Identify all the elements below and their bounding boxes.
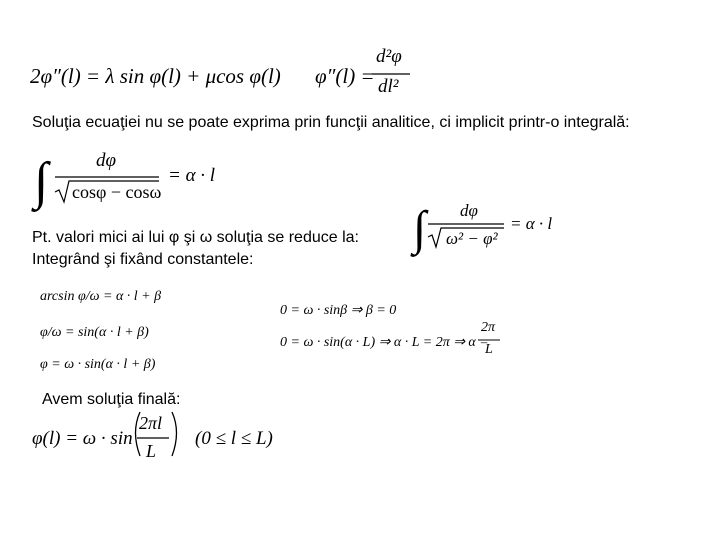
fraction-bar — [478, 339, 504, 341]
sentence-integrating: Integrând şi fixând constantele: — [32, 251, 254, 268]
sentence-final-solution: Avem soluţia finală: — [42, 391, 181, 408]
equation-second-derivative-lhs: φ″(l) = — [315, 64, 375, 88]
result-ratio: φ/ω = sin(α · l + β) — [40, 325, 149, 340]
final-numerator: 2πl — [139, 413, 163, 433]
alpha-denominator: L — [485, 342, 493, 357]
fraction-bar — [137, 437, 173, 439]
result-arcsin: arcsin φ/ω = α · l + β — [40, 289, 162, 304]
boundary-condition-end: 0 = ω · sin(α · L) ⇒ α · L = 2π ⇒ α = — [280, 335, 489, 350]
integral-denominator: cosφ − cosω — [72, 182, 162, 202]
integral-small-denominator: ω² − φ² — [446, 229, 498, 248]
boundary-condition-start: 0 = ω · sinβ ⇒ β = 0 — [280, 303, 397, 318]
integral-small-result: = α · l — [510, 214, 553, 233]
sentence-small-values: Pt. valori mici ai lui φ şi ω soluţia se reduce la: — [32, 229, 359, 246]
equation-second-derivative-numerator: d²φ — [376, 46, 402, 67]
integral-sign-icon — [34, 150, 54, 210]
integral-result: = α · l — [168, 165, 216, 186]
final-denominator: L — [146, 441, 157, 461]
svg-text:∫: ∫ — [413, 202, 427, 255]
final-range: (0 ≤ l ≤ L) — [195, 428, 273, 449]
final-solution-lhs: φ(l) = ω · sin — [32, 428, 133, 449]
fraction-bar — [372, 73, 412, 75]
result-phi: φ = ω · sin(α · l + β) — [40, 357, 156, 372]
equation-ode: 2φ″(l) = λ sin φ(l) + μcos φ(l) — [30, 64, 281, 88]
equation-second-derivative-denominator: dl² — [378, 76, 399, 97]
right-paren-icon — [170, 410, 182, 460]
alpha-numerator: 2π — [481, 320, 496, 335]
svg-text:∫: ∫ — [34, 153, 49, 210]
integral-small-numerator: dφ — [460, 201, 478, 220]
integral-numerator: dφ — [96, 150, 117, 171]
sentence-implicit-integral: Soluţia ecuaţiei nu se poate exprima prin funcţii analitice, ci implicit printr-o integrală: — [32, 114, 630, 131]
